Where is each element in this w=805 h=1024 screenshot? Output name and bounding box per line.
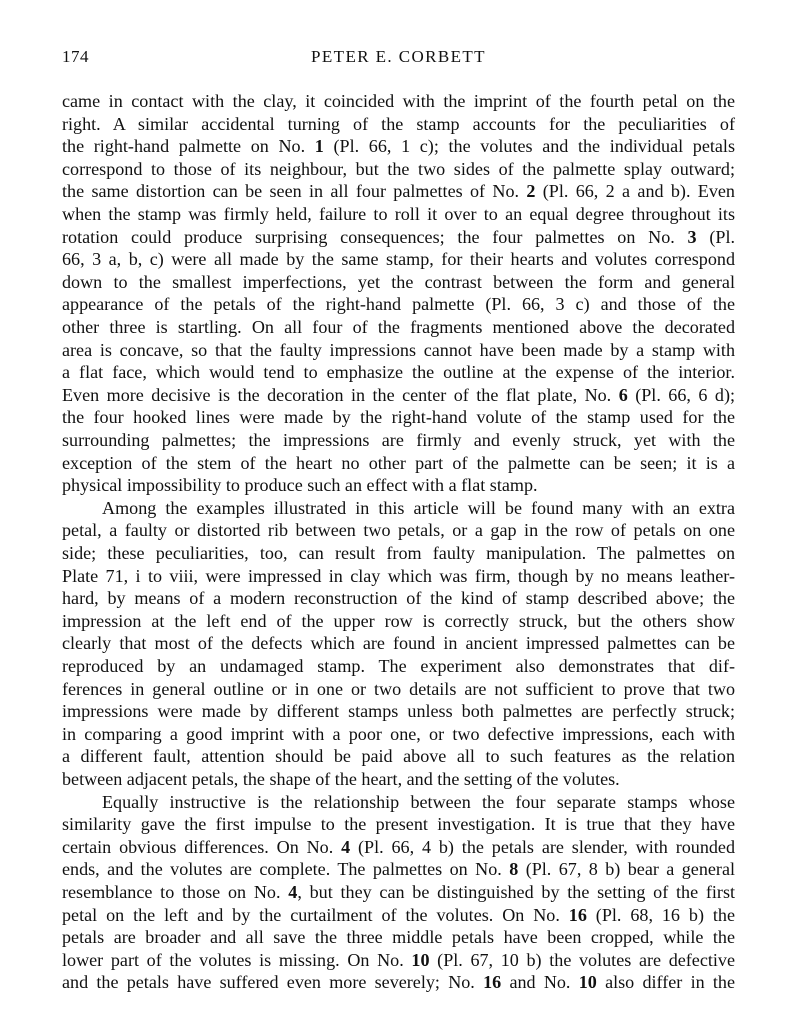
text-segment: correspond to those of its neighbour, but the two sides of the palmette splay outward;	[62, 158, 735, 179]
text-line	[62, 836, 735, 859]
text-line	[62, 587, 735, 610]
text-line	[62, 700, 735, 723]
text-line	[62, 565, 735, 588]
text-segment: when the stamp was firmly held, failure to roll it over to an equal degree throughout its	[62, 204, 735, 224]
text-segment: physical impossibility to produce such an effect with a flat stamp.	[62, 475, 538, 496]
text-line	[62, 542, 735, 565]
text-line	[62, 474, 735, 497]
text-line	[62, 971, 735, 994]
text-line	[62, 858, 735, 881]
text-segment: (Pl. 66, 1 c); the volutes and the individual petals	[323, 136, 735, 157]
text-line	[62, 113, 735, 136]
text-segment: (Pl. 68, 16 b) the	[586, 904, 735, 925]
running-head: PETER E. CORBETT	[311, 47, 486, 66]
text-segment: between adjacent petals, the shape of the heart, and the setting of the volutes.	[62, 769, 620, 789]
text-segment: and No.	[501, 972, 579, 993]
text-segment: ends, and the volutes are complete. The palmettes on No.	[62, 859, 510, 880]
text-segment: a different fault, attention should be paid above all to such features as the relation	[62, 746, 735, 767]
text-segment: lower part of the volutes is missing. On No.	[62, 949, 412, 970]
text-segment: other three is startling. On all four of the fragments mentioned above the decorated	[62, 317, 735, 337]
text-segment: reproduced by an undamaged stamp. The experiment also demonstrates that dif-	[62, 656, 735, 676]
text-line	[62, 452, 735, 475]
text-line	[62, 293, 735, 316]
text-line	[62, 384, 735, 407]
text-segment: (Pl. 66, 2 a and b). Even	[535, 181, 735, 202]
catalogue-number: 4	[288, 882, 298, 902]
text-segment: resemblance to those on No.	[62, 882, 289, 902]
catalogue-number: 4	[341, 836, 351, 857]
catalogue-number: 1	[314, 136, 324, 157]
text-segment: came in contact with the clay, it coincided with the imprint of the fourth petal on the	[62, 91, 735, 111]
page-number: 174	[62, 47, 89, 66]
text-line	[62, 90, 735, 113]
catalogue-number: 3	[687, 226, 697, 247]
text-line	[62, 226, 735, 249]
text-segment: 66, 3 a, b, c) were all made by the same stamp, for their hearts and volutes correspond	[62, 249, 735, 270]
text-segment: right. A similar accidental turning of the stamp accounts for the peculiarities of	[62, 113, 735, 134]
catalogue-number: 6	[618, 384, 628, 405]
text-line	[62, 135, 735, 158]
text-segment: in comparing a good imprint with a poor one, or two defective impressions, each with	[62, 723, 735, 744]
text-line	[62, 881, 735, 904]
text-line	[62, 361, 735, 384]
text-line	[62, 678, 735, 701]
text-segment: clearly that most of the defects which are found in ancient impressed palmettes can be	[62, 633, 735, 654]
text-segment: a flat face, which would tend to emphasize the outline at the expense of the interior.	[62, 362, 735, 383]
text-line	[62, 158, 735, 181]
text-line	[62, 180, 735, 203]
text-segment: Among the examples illustrated in this article will be found many with an extra	[102, 497, 735, 518]
text-line	[62, 316, 735, 339]
text-segment: similarity gave the first impulse to the present investigation. It is true that they have	[62, 814, 735, 835]
text-segment: side; these peculiarities, too, can result from faulty manipulation. The palmettes on	[62, 543, 735, 563]
text-segment: (Pl. 67, 8 b) bear a general	[518, 859, 736, 880]
text-line	[62, 745, 735, 768]
text-line	[62, 926, 735, 949]
text-line	[62, 339, 735, 362]
text-line	[62, 723, 735, 746]
text-segment: hard, by means of a modern reconstruction of the kind of stamp described above; the	[62, 588, 735, 609]
text-segment: exception of the stem of the heart no other part of the palmette can be seen; it is a	[62, 452, 735, 473]
text-line	[62, 632, 735, 655]
text-line	[102, 791, 735, 814]
catalogue-number: 10	[578, 972, 597, 993]
text-segment: Plate 71, i to viii, were impressed in clay which was firm, though by no means leather-	[62, 565, 735, 586]
text-line	[62, 203, 735, 226]
text-segment: , but they can be distinguished by the setting of the first	[297, 882, 736, 902]
page-header	[62, 47, 735, 69]
text-line	[62, 610, 735, 633]
text-segment: the same distortion can be seen in all four palmettes of No.	[62, 181, 527, 202]
text-segment: petals are broader and all save the three middle petals have been cropped, while the	[62, 927, 735, 948]
text-line	[62, 406, 735, 429]
catalogue-number: 8	[509, 859, 519, 880]
text-line	[62, 519, 735, 542]
text-line	[62, 768, 735, 791]
text-segment: area is concave, so that the faulty impressions cannot have been made by a stamp with	[62, 339, 735, 360]
text-segment: and the petals have suffered even more severely; No.	[62, 972, 484, 993]
text-line	[62, 949, 735, 972]
text-segment: ferences in general outline or in one or two details are not sufficient to prove that two	[62, 678, 735, 699]
text-segment: the right-hand palmette on No.	[62, 136, 315, 157]
catalogue-number: 10	[411, 949, 430, 970]
text-segment: (Pl. 66, 6 d);	[627, 384, 736, 405]
catalogue-number: 2	[526, 181, 536, 202]
text-segment: the four hooked lines were made by the right-hand volute of the stamp used for the	[62, 407, 735, 428]
text-line	[62, 429, 735, 452]
text-segment: petal, a faulty or distorted rib between two petals, or a gap in the row of petals on one	[62, 520, 735, 541]
text-segment: surrounding palmettes; the impressions are firmly and evenly struck, yet with the	[62, 430, 735, 450]
text-line	[62, 271, 735, 294]
text-segment: (Pl. 67, 10 b) the volutes are defective	[429, 949, 735, 970]
text-segment: certain obvious differences. On No.	[62, 836, 342, 857]
text-segment: appearance of the petals of the right-hand palmette (Pl. 66, 3 c) and those of the	[62, 294, 735, 315]
text-segment: down to the smallest imperfections, yet the contrast between the form and general	[62, 271, 735, 292]
text-line	[62, 904, 735, 927]
text-line	[62, 248, 735, 271]
text-segment: Equally instructive is the relationship between the four separate stamps whose	[102, 791, 735, 812]
catalogue-number: 16	[483, 972, 502, 993]
text-segment: rotation could produce surprising consequences; the four palmettes on No.	[62, 226, 688, 247]
text-segment: also differ in the	[596, 972, 735, 993]
text-segment: petal on the left and by the curtailment of the volutes. On No.	[62, 904, 569, 925]
text-line	[102, 497, 735, 520]
text-segment: Even more decisive is the decoration in the center of the flat plate, No.	[62, 384, 619, 405]
text-segment: impressions were made by different stamps unless both palmettes are perfectly struck;	[62, 701, 735, 722]
text-segment: impression at the left end of the upper row is correctly struck, but the others show	[62, 610, 735, 631]
text-segment: (Pl.	[696, 226, 735, 247]
text-line	[62, 655, 735, 678]
catalogue-number: 16	[568, 904, 587, 925]
text-segment: (Pl. 66, 4 b) the petals are slender, with rounded	[350, 836, 735, 857]
text-line	[62, 813, 735, 836]
